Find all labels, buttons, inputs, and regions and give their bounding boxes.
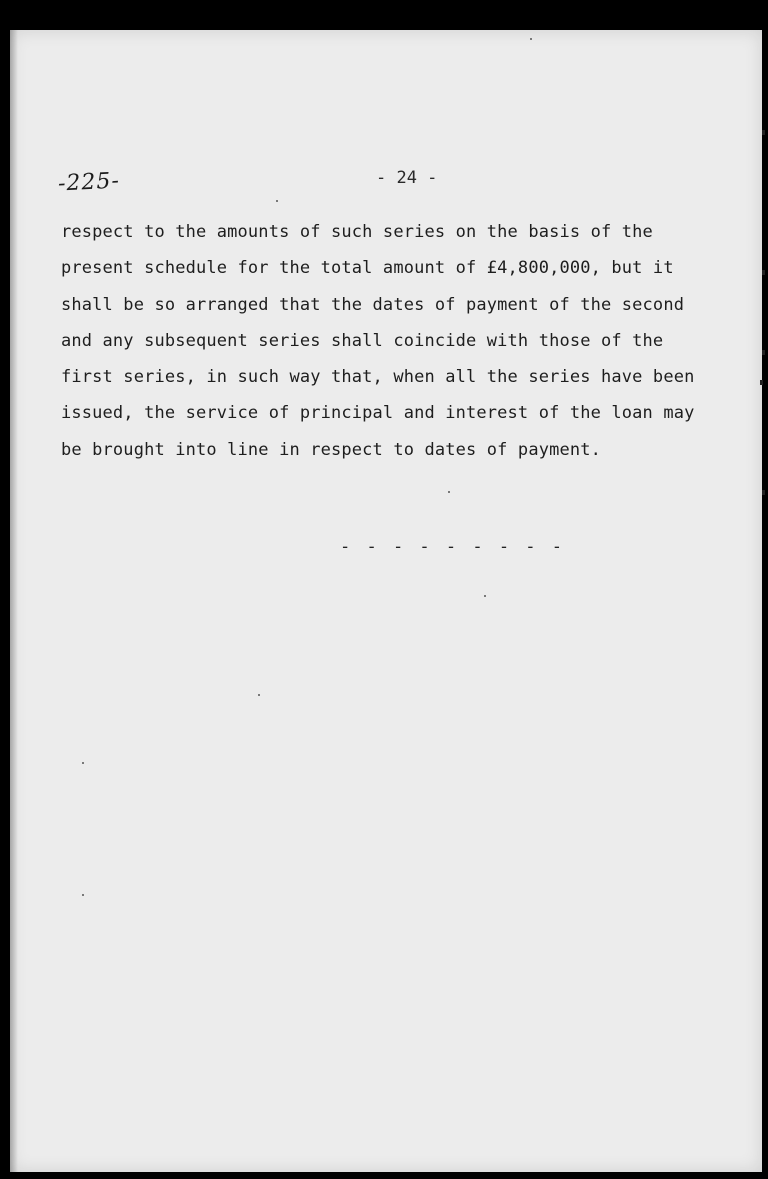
handwritten-page-number: -225- (57, 168, 121, 197)
scan-speck (276, 200, 278, 202)
scan-edge-mark (762, 490, 765, 495)
text-line: present schedule for the total amount of £4,800,000, but it (61, 258, 674, 279)
scan-speck (448, 491, 450, 493)
text-line: and any subsequent series shall coincide with those of the (61, 330, 664, 351)
scan-speck (484, 595, 486, 597)
scan-speck (82, 762, 84, 764)
scan-edge-mark (762, 130, 765, 135)
scan-edge-mark (762, 350, 765, 355)
page-edge-shadow (10, 30, 18, 1172)
typed-page-number: - 24 - (376, 168, 438, 188)
scan-edge-mark (762, 270, 765, 275)
text-line: first series, in such way that, when all the series have been (61, 367, 695, 388)
scan-speck (530, 38, 532, 40)
body-text (61, 217, 741, 471)
closing-rule: - - - - - - - - - (340, 537, 565, 557)
text-line: respect to the amounts of such series on the basis of the (61, 222, 653, 242)
text-line: shall be so arranged that the dates of payment of the second (61, 294, 685, 315)
scan-edge-mark (760, 380, 763, 385)
text-line: issued, the service of principal and interest of the loan may (61, 403, 695, 424)
scan-speck (82, 894, 84, 896)
document-page (10, 30, 762, 1172)
scan-speck (258, 694, 260, 696)
text-line: be brought into line in respect to dates of payment. (61, 439, 602, 460)
